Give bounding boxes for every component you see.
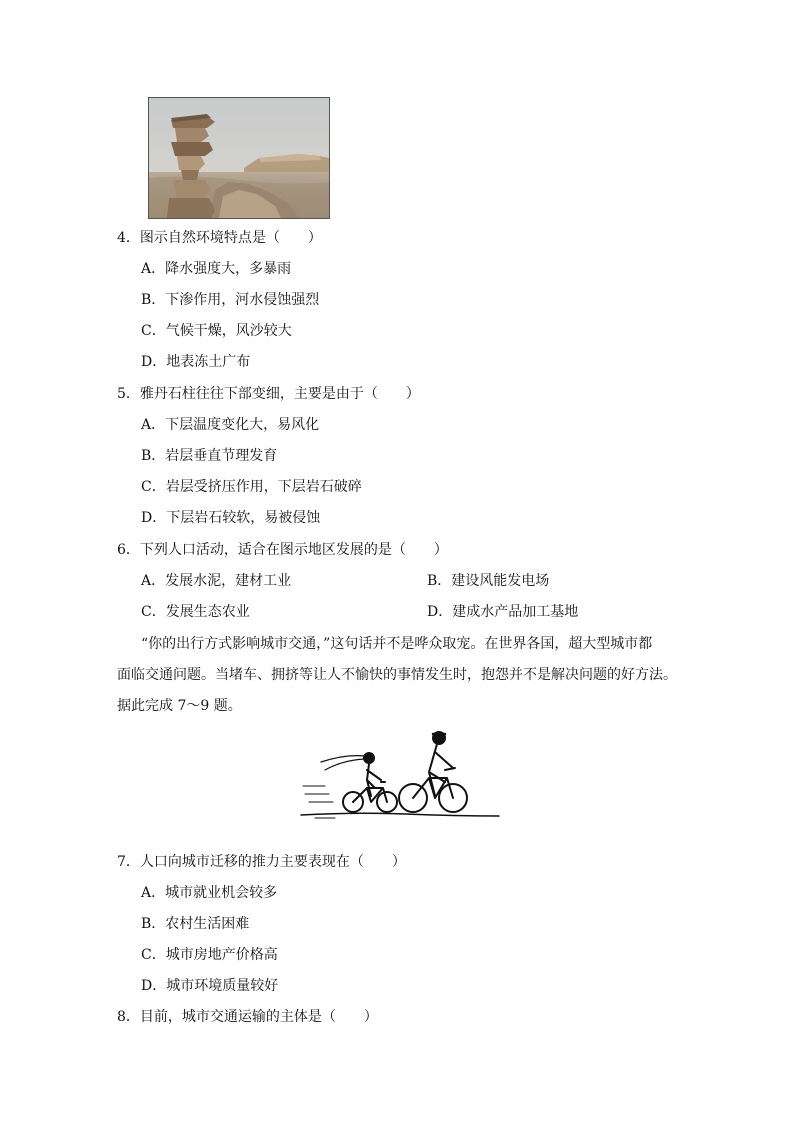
q5-option-c: C．岩层受挤压作用，下层岩石破碎 [141, 479, 362, 495]
q5-option-a: A．下层温度变化大，易风化 [141, 417, 320, 433]
q7-option-b: B．农村生活困难 [141, 916, 250, 932]
q5-option-b: B．岩层垂直节理发育 [141, 448, 278, 464]
q4-option-b: B．下渗作用，河水侵蚀强烈 [141, 292, 320, 308]
q4-option-a: A．降水强度大，多暴雨 [141, 261, 292, 277]
q7-option-c: C．城市房地产价格高 [141, 947, 278, 963]
passage-line-3: 据此完成 7～9 题。 [117, 698, 242, 714]
yardang-image [149, 98, 329, 218]
passage-line-1: “你的出行方式影响城市交通，”这句话并不是哗众取宠。在世界各国，超大型城市都 [141, 636, 653, 652]
q6-option-a: A．发展水泥，建材工业 [141, 573, 292, 589]
question-7-stem: 7．人口向城市迁移的推力主要表现在（ ） [117, 854, 406, 870]
q6-option-c: C．发展生态农业 [141, 604, 250, 620]
cycling-illustration [295, 726, 501, 826]
question-8-stem: 8．目前，城市交通运输的主体是（ ） [117, 1009, 378, 1025]
q5-option-d: D．下层岩石较软，易被侵蚀 [141, 510, 321, 526]
q7-option-d: D．城市环境质量较好 [141, 978, 279, 994]
question-5-stem: 5．雅丹石柱往往下部变细，主要是由于（ ） [117, 386, 420, 402]
q6-option-d: D．建成水产品加工基地 [427, 604, 579, 620]
q4-option-c: C．气候干燥，风沙较大 [141, 323, 292, 339]
question-6-stem: 6．下列人口活动，适合在图示地区发展的是（ ） [117, 542, 448, 558]
bicycle-riders-image [295, 726, 501, 826]
q4-option-d: D．地表冻土广布 [141, 354, 251, 370]
q6-option-b: B．建设风能发电场 [427, 573, 550, 589]
passage-line-2: 面临交通问题。当堵车、拥挤等让人不愉快的事情发生时，抱怨并不是解决问题的好方法。 [117, 667, 677, 683]
q7-option-a: A．城市就业机会较多 [141, 885, 278, 901]
yardang-photo [148, 97, 330, 219]
question-4-stem: 4．图示自然环境特点是（ ） [117, 230, 322, 246]
